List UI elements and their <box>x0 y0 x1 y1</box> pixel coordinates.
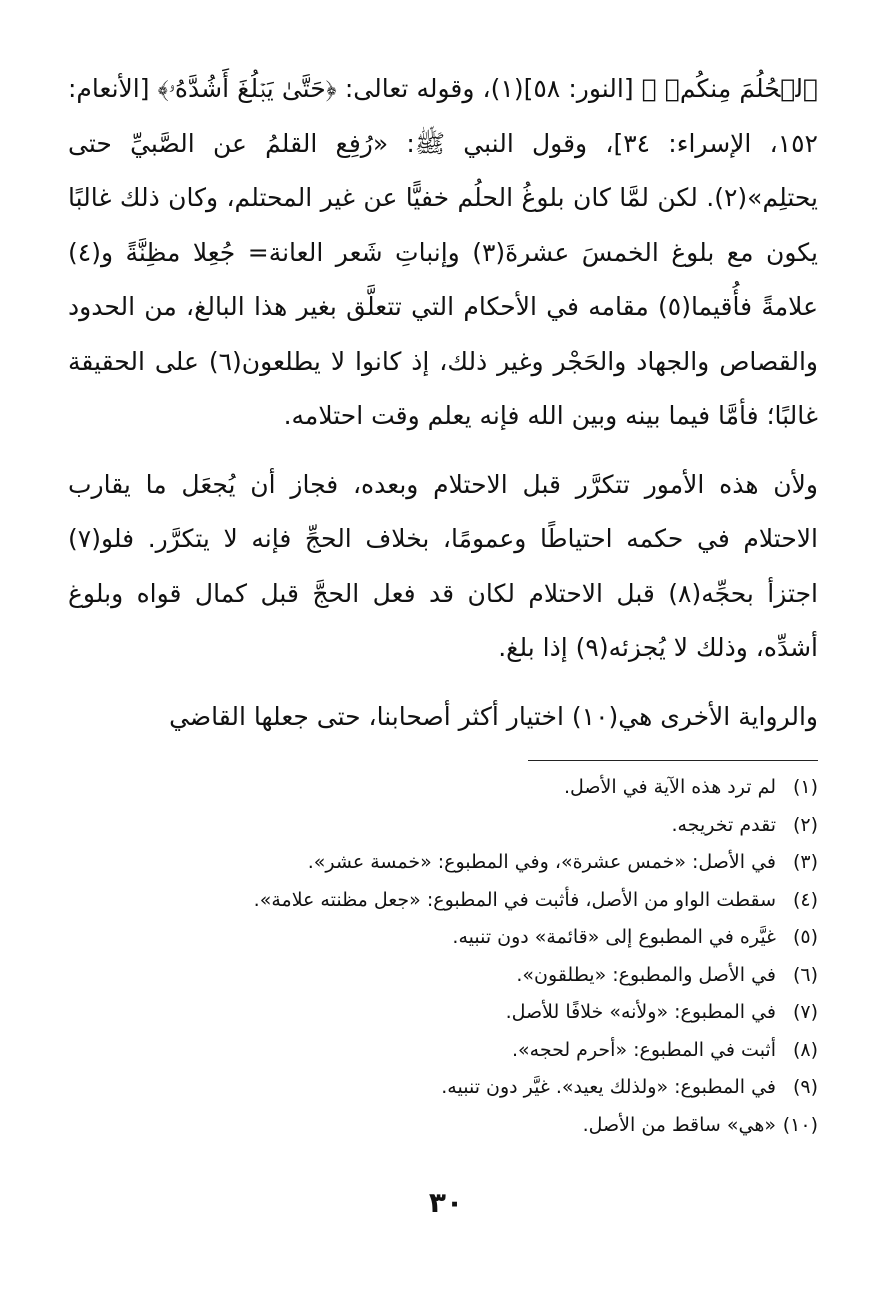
footnote-item <box>68 769 818 807</box>
footnote-item <box>68 957 818 995</box>
footnote-text: في المطبوع: «ولأنه» خلافًا للأصل. <box>505 1001 776 1023</box>
footnotes-list <box>68 769 818 1144</box>
body-paragraph-1: ٱلۡحُلُمَ مِنكُمۡ ﴾ [النور: ٥٨](١)، وقوله تعالى: ﴿حَتَّىٰ يَبۡلُغَ أَشُدَّهُۥ﴾ [الأنعام: ١٥٢، الإسراء: ٣٤]، وقول النبي ﷺ: «رُفِع القلمُ عن الصَّبيِّ حتى يحتلِم»(٢). لكن لمَّا كان بلوغُ الحلُم خفيًّا عن غير المحتلم، وكان ذلك غالبًا يكون مع بلوغ الخمسَ عشرةَ(٣) وإنباتِ شَعر العانة= جُعِلا مظِنَّةً و(٤) علامةً فأُقيما(٥) مقامه في الأحكام التي تتعلَّق بغير هذا البالغ، من الحدود والقصاص والجهاد والحَجْر وغير ذلك، إذ كانوا لا يطلعون(٦) على الحقيقة غالبًا؛ فأمَّا فيما بينه وبين الله فإنه يعلم وقت احتلامه. <box>68 74 819 430</box>
footnote-text: غيَّره في المطبوع إلى «قائمة» دون تنبيه. <box>452 926 776 948</box>
footnote-number: (٦) <box>792 963 818 986</box>
footnote-number: (٤) <box>792 888 818 911</box>
footnote-item <box>68 1069 818 1107</box>
footnote-number: (٨) <box>792 1038 818 1061</box>
footnote-text: في الأصل: «خمس عشرة»، وفي المطبوع: «خمسة عشر». <box>307 851 776 873</box>
footnote-number: (١) <box>792 776 818 798</box>
footnote-text: تقدم تخريجه. <box>671 813 776 836</box>
footnote-item <box>68 1032 818 1070</box>
footnote-number: (٥) <box>792 926 818 948</box>
footnote-number: (٣) <box>792 851 818 873</box>
body-paragraph-2: ولأن هذه الأمور تتكرَّر قبل الاحتلام وبعده، فجاز أن يُجعَل ما يقارب الاحتلام في حكمه احتياطًا وعمومًا، بخلاف الحجِّ فإنه لا يتكرَّر. فلو(٧) اجتزأ بحجِّه(٨) قبل الاحتلام لكان قد فعل الحجَّ قبل كمال قواه وبلوغ أشدِّه، وذلك لا يُجزئه(٩) إذا بلغ. <box>68 469 818 662</box>
footnote-item <box>68 807 818 845</box>
page-content <box>68 62 818 1144</box>
footnote-text: في المطبوع: «ولذلك يعيد». غيَّر دون تنبيه. <box>441 1076 776 1098</box>
footnote-number: (٩) <box>792 1076 818 1098</box>
footnote-item <box>68 994 818 1032</box>
footnote-item <box>68 919 818 957</box>
footnote-text: لم ترد هذه الآية في الأصل. <box>564 776 776 798</box>
body-paragraph-3: والرواية الأخرى هي(١٠) اختيار أكثر أصحابنا، حتى جعلها القاضي <box>169 701 818 731</box>
footnote-item <box>68 844 818 882</box>
footnote-text: سقطت الواو من الأصل، فأثبت في المطبوع: «جعل مظنته علامة». <box>253 888 776 911</box>
page-number: ٣٠ <box>428 1186 464 1219</box>
footnote-text: «هي» ساقط من الأصل. <box>582 1113 776 1136</box>
footnote-text: أثبت في المطبوع: «أحرم لحجه». <box>511 1038 776 1061</box>
footnote-number: (٧) <box>792 1001 818 1023</box>
footnote-number: (١٠) <box>782 1113 818 1136</box>
footnote-item <box>68 1107 818 1145</box>
footnote-item <box>68 882 818 920</box>
footnote-divider <box>528 760 818 761</box>
footnote-text: في الأصل والمطبوع: «يطلقون». <box>516 963 776 986</box>
footnote-number: (٢) <box>792 813 818 836</box>
